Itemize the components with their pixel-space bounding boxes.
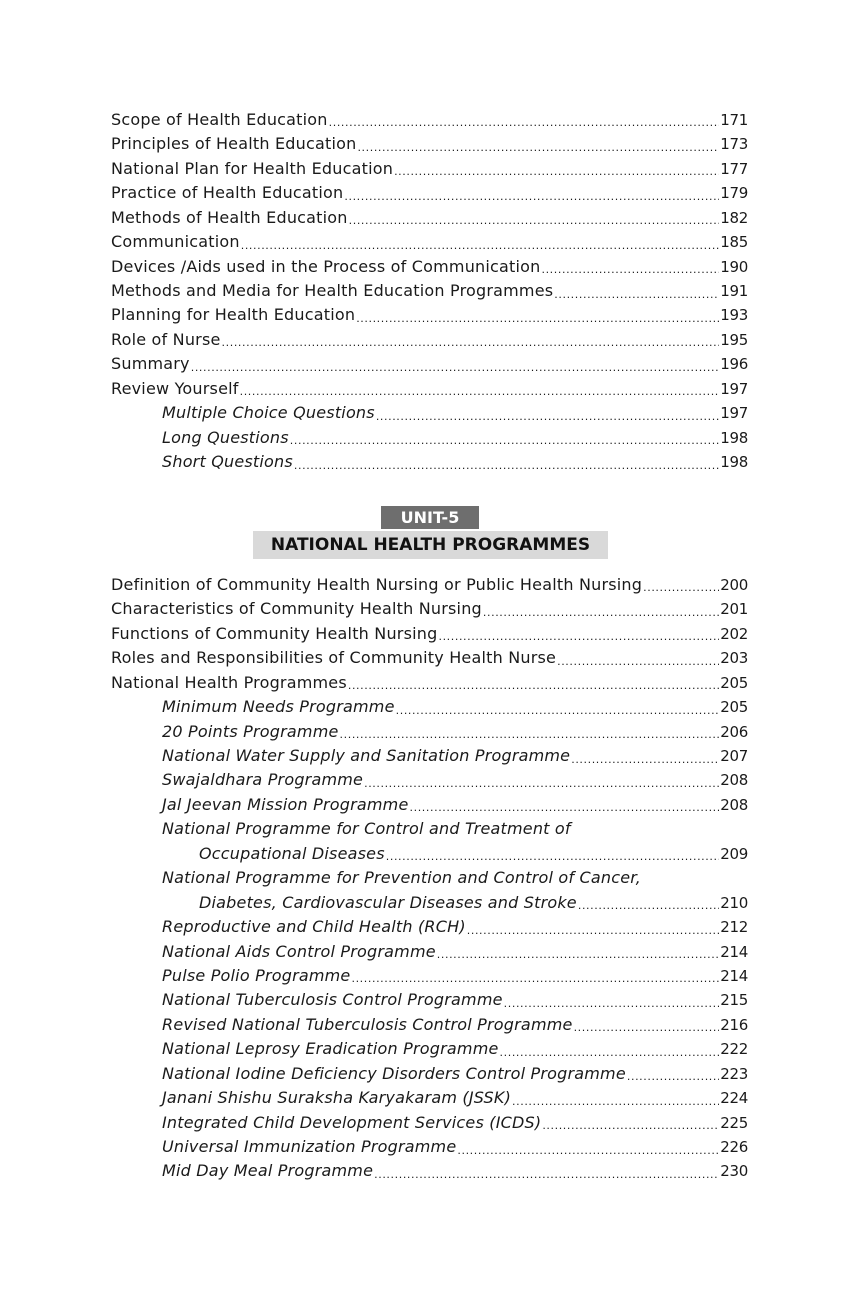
toc-entry-title: National Programme for Control and Treatment of: [162, 819, 571, 839]
toc-entry-page: 203: [720, 649, 748, 668]
toc-entry-page: 197: [720, 379, 748, 398]
toc-entry-title: National Plan for Health Education: [111, 158, 394, 178]
dot-leader: [571, 744, 719, 768]
dot-leader: [349, 206, 720, 230]
dot-leader: [376, 401, 719, 425]
toc-entry: [111, 352, 748, 376]
toc-entry-page: 208: [720, 771, 748, 790]
toc-entry: [111, 181, 748, 205]
toc-entry-page: 209: [720, 844, 748, 863]
toc-entry-title: Communication: [111, 232, 240, 252]
toc-entry-page: 193: [720, 306, 748, 325]
toc-entry: [111, 988, 748, 1012]
dot-leader: [294, 450, 719, 474]
toc-entry: [111, 108, 748, 132]
dot-leader: [437, 940, 719, 964]
toc-entry-title: Methods and Media for Health Education Programmes: [111, 281, 554, 301]
toc-entry: [111, 255, 748, 279]
toc-entry-page: 223: [720, 1064, 748, 1083]
dot-leader: [512, 1086, 719, 1110]
toc-entry-page: 208: [720, 795, 748, 814]
toc-entry-title: 20 Points Programme: [162, 721, 339, 741]
toc-entry: [111, 426, 748, 450]
dot-leader: [240, 377, 720, 401]
toc-entry-page: 214: [720, 966, 748, 985]
toc-entry-page: 202: [720, 624, 748, 643]
unit-label: UNIT-5: [381, 506, 479, 529]
toc-list-top: [111, 108, 748, 475]
toc-entry-page: 195: [720, 330, 748, 349]
toc-entry-title: Devices /Aids used in the Process of Communication: [111, 256, 541, 276]
toc-entry-page: 191: [720, 282, 748, 301]
toc-entry-title: Characteristics of Community Health Nursing: [111, 599, 482, 619]
dot-leader: [396, 695, 720, 719]
toc-entry-page: 222: [720, 1040, 748, 1059]
dot-leader: [340, 720, 720, 744]
dot-leader: [574, 1013, 720, 1037]
toc-entry-page: 190: [720, 257, 748, 276]
toc-entry: [111, 206, 748, 230]
toc-entry-title: Occupational Diseases: [199, 843, 385, 863]
toc-entry: [111, 1111, 748, 1135]
toc-entry: [111, 1062, 748, 1086]
toc-entry-title: National Leprosy Eradication Programme: [162, 1039, 499, 1059]
toc-entry: [111, 279, 748, 303]
dot-leader: [348, 671, 719, 695]
dot-leader: [578, 891, 719, 915]
toc-entry: [111, 328, 748, 352]
toc-entry-page: 210: [720, 893, 748, 912]
toc-entry-title: National Programme for Prevention and Control of Cancer,: [162, 868, 641, 888]
dot-leader: [554, 279, 719, 303]
toc-entry-title: National Aids Control Programme: [162, 941, 436, 961]
toc-entry: [111, 964, 748, 988]
toc-entry-page: 230: [720, 1162, 748, 1181]
toc-entry-page: 207: [720, 747, 748, 766]
toc-entry: [111, 230, 748, 254]
dot-leader: [356, 304, 719, 328]
toc-entry-title: Multiple Choice Questions: [162, 403, 375, 423]
toc-list-bottom: [111, 573, 748, 1184]
toc-entry: [111, 695, 748, 719]
toc-entry-title: Long Questions: [162, 427, 289, 447]
dot-leader: [438, 622, 719, 646]
toc-entry-title: Short Questions: [162, 452, 293, 472]
toc-entry-page: 215: [720, 991, 748, 1010]
dot-leader: [643, 573, 719, 597]
toc-entry: [111, 1037, 748, 1061]
toc-entry: [111, 817, 748, 841]
toc-entry: [111, 671, 748, 695]
toc-entry-title: Reproductive and Child Health (RCH): [162, 917, 466, 937]
toc-entry-title: Functions of Community Health Nursing: [111, 623, 438, 643]
dot-leader: [351, 964, 719, 988]
dot-leader: [541, 255, 719, 279]
toc-entry-page: 198: [720, 428, 748, 447]
toc-entry-page: 206: [720, 722, 748, 741]
toc-entry-title: Swajaldhara Programme: [162, 770, 364, 790]
toc-entry-page: 226: [720, 1138, 748, 1157]
dot-leader: [357, 132, 719, 156]
toc-entry-page: 179: [720, 184, 748, 203]
toc-entry-title: Scope of Health Education: [111, 109, 328, 129]
toc-entry-title: Pulse Polio Programme: [162, 965, 351, 985]
dot-leader: [374, 1160, 719, 1184]
toc-entry-title: Minimum Needs Programme: [162, 697, 395, 717]
toc-entry: [111, 573, 748, 597]
toc-entry-page: 198: [720, 453, 748, 472]
dot-leader: [364, 769, 719, 793]
dot-leader: [500, 1037, 720, 1061]
dot-leader: [191, 352, 720, 376]
toc-entry: [111, 450, 748, 474]
dot-leader: [329, 108, 720, 132]
toc-entry-title: Methods of Health Education: [111, 207, 348, 227]
toc-entry-page: 185: [720, 233, 748, 252]
toc-entry-page: 200: [720, 575, 748, 594]
toc-entry-title: Review Yourself: [111, 378, 239, 398]
toc-entry-page: 205: [720, 673, 748, 692]
dot-leader: [241, 230, 720, 254]
toc-entry-title: Roles and Responsibilities of Community Health Nurse: [111, 648, 557, 668]
toc-entry: [111, 1160, 748, 1184]
dot-leader: [483, 597, 719, 621]
toc-entry: [111, 1086, 748, 1110]
toc-entry-title: Revised National Tuberculosis Control Programme: [162, 1014, 573, 1034]
dot-leader: [504, 988, 720, 1012]
toc-entry: [111, 915, 748, 939]
toc-entry-page: 214: [720, 942, 748, 961]
dot-leader: [542, 1111, 719, 1135]
toc-entry: [111, 940, 748, 964]
toc-entry: [111, 744, 748, 768]
dot-leader: [410, 793, 720, 817]
toc-entry-title: National Iodine Deficiency Disorders Control Programme: [162, 1063, 626, 1083]
toc-entry-page: 224: [720, 1089, 748, 1108]
toc-entry-page: 177: [720, 159, 748, 178]
toc-entry: [111, 597, 748, 621]
toc-entry-title: Diabetes, Cardiovascular Diseases and Stroke: [199, 892, 577, 912]
dot-leader: [290, 426, 719, 450]
toc-entry-title: Role of Nurse: [111, 329, 221, 349]
dot-leader: [467, 915, 720, 939]
toc-entry: [111, 622, 748, 646]
toc-entry-title: Integrated Child Development Services (ICDS): [162, 1112, 542, 1132]
toc-entry-page: 182: [720, 208, 748, 227]
toc-entry-title: Mid Day Meal Programme: [162, 1161, 374, 1181]
dot-leader: [557, 646, 719, 670]
toc-entry-page: 171: [720, 110, 748, 129]
toc-entry-title: Summary: [111, 354, 190, 374]
toc-entry: [111, 866, 748, 890]
toc-entry-title: Practice of Health Education: [111, 183, 344, 203]
unit-title: NATIONAL HEALTH PROGRAMMES: [253, 531, 608, 559]
dot-leader: [457, 1135, 719, 1159]
toc-entry: [111, 377, 748, 401]
toc-entry-title: National Water Supply and Sanitation Programme: [162, 746, 571, 766]
toc-entry-page: 197: [720, 404, 748, 423]
dot-leader: [344, 181, 719, 205]
dot-leader: [386, 842, 720, 866]
toc-entry-page: 205: [720, 698, 748, 717]
toc-entry: [111, 157, 748, 181]
dot-leader: [627, 1062, 719, 1086]
toc-entry-page: 173: [720, 135, 748, 154]
dot-leader: [222, 328, 720, 352]
toc-entry-title: National Health Programmes: [111, 672, 347, 692]
toc-entry: [111, 842, 748, 866]
toc-entry-page: 216: [720, 1015, 748, 1034]
dot-leader: [394, 157, 719, 181]
toc-entry-page: 225: [720, 1113, 748, 1132]
toc-entry-title: Planning for Health Education: [111, 305, 356, 325]
toc-entry: [111, 891, 748, 915]
toc-entry-title: Principles of Health Education: [111, 134, 357, 154]
toc-entry-title: Janani Shishu Suraksha Karyakaram (JSSK): [162, 1088, 512, 1108]
toc-entry-page: 201: [720, 600, 748, 619]
toc-entry: [111, 401, 748, 425]
toc-entry-page: 212: [720, 918, 748, 937]
toc-entry: [111, 720, 748, 744]
toc-entry-title: Definition of Community Health Nursing or Public Health Nursing: [111, 574, 643, 594]
toc-entry-title: Jal Jeevan Mission Programme: [162, 794, 409, 814]
toc-entry: [111, 1135, 748, 1159]
toc-entry: [111, 132, 748, 156]
toc-entry: [111, 769, 748, 793]
toc-entry: [111, 646, 748, 670]
toc-entry-title: Universal Immunization Programme: [162, 1137, 457, 1157]
toc-entry: [111, 304, 748, 328]
toc-entry: [111, 793, 748, 817]
toc-entry-page: 196: [720, 355, 748, 374]
toc-entry: [111, 1013, 748, 1037]
toc-entry-title: National Tuberculosis Control Programme: [162, 990, 503, 1010]
